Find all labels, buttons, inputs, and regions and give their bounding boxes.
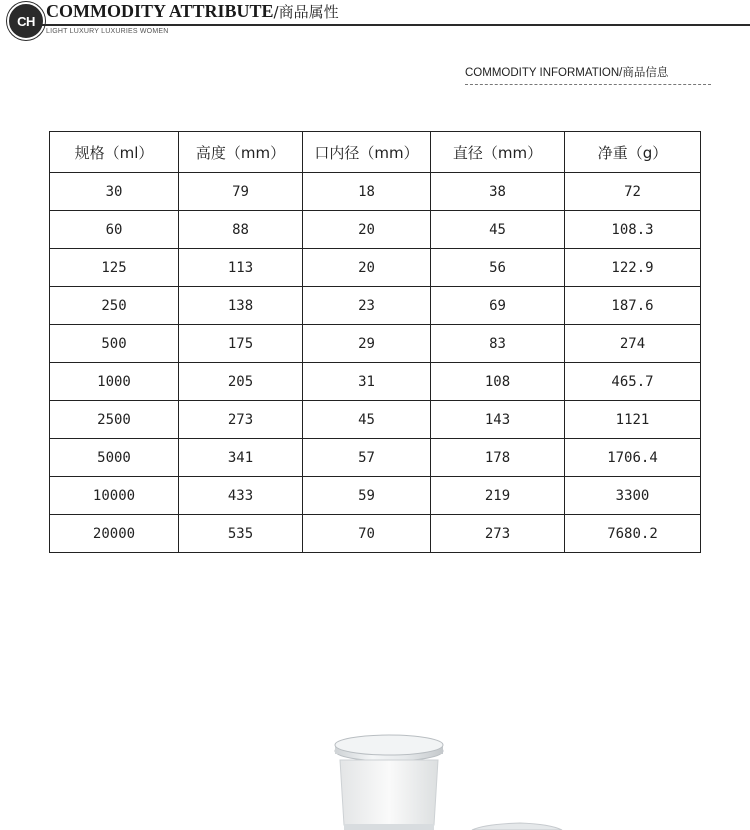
cell-mouth-inner-diameter: 70 [303, 515, 431, 553]
commodity-info-title: COMMODITY INFORMATION/商品信息 [465, 64, 711, 85]
cell-height: 341 [179, 439, 303, 477]
cell-height: 175 [179, 325, 303, 363]
cell-height: 433 [179, 477, 303, 515]
page-header [0, 0, 750, 40]
cell-capacity: 125 [50, 249, 179, 287]
header-subtitle: LIGHT LUXURY LUXURIES WOMEN [46, 28, 169, 35]
brand-logo: CH [7, 2, 45, 40]
cell-diameter: 273 [431, 515, 565, 553]
cell-capacity: 5000 [50, 439, 179, 477]
cell-capacity: 500 [50, 325, 179, 363]
header-title-cn: /商品属性 [273, 3, 339, 21]
cell-mouth-inner-diameter: 59 [303, 477, 431, 515]
cell-capacity: 30 [50, 173, 179, 211]
cell-mouth-inner-diameter: 20 [303, 211, 431, 249]
cell-diameter: 178 [431, 439, 565, 477]
cell-net-weight: 122.9 [565, 249, 701, 287]
cell-mouth-inner-diameter: 29 [303, 325, 431, 363]
cell-net-weight: 274 [565, 325, 701, 363]
cell-mouth-inner-diameter: 45 [303, 401, 431, 439]
table-row [50, 363, 701, 401]
table-row [50, 477, 701, 515]
cell-diameter: 69 [431, 287, 565, 325]
cell-height: 535 [179, 515, 303, 553]
cell-capacity: 1000 [50, 363, 179, 401]
header-mouth-inner-diameter: 口内径（mm） [303, 132, 431, 173]
table-row [50, 249, 701, 287]
header-height: 高度（mm） [179, 132, 303, 173]
cell-net-weight: 1706.4 [565, 439, 701, 477]
cell-height: 138 [179, 287, 303, 325]
table-row [50, 287, 701, 325]
spec-table [49, 131, 701, 553]
cell-net-weight: 1121 [565, 401, 701, 439]
table-row [50, 401, 701, 439]
cell-height: 79 [179, 173, 303, 211]
cell-capacity: 2500 [50, 401, 179, 439]
header-title [46, 1, 339, 22]
cell-net-weight: 187.6 [565, 287, 701, 325]
cell-net-weight: 3300 [565, 477, 701, 515]
cell-height: 113 [179, 249, 303, 287]
cell-capacity: 20000 [50, 515, 179, 553]
header-title-en: COMMODITY ATTRIBUTE [46, 1, 274, 21]
cell-height: 273 [179, 401, 303, 439]
cell-net-weight: 465.7 [565, 363, 701, 401]
table-row [50, 439, 701, 477]
cell-diameter: 83 [431, 325, 565, 363]
cell-mouth-inner-diameter: 23 [303, 287, 431, 325]
table-row [50, 515, 701, 553]
cell-capacity: 250 [50, 287, 179, 325]
cell-diameter: 45 [431, 211, 565, 249]
header-net-weight: 净重（g） [565, 132, 701, 173]
bottle-image [300, 720, 600, 830]
cell-mouth-inner-diameter: 57 [303, 439, 431, 477]
cell-diameter: 38 [431, 173, 565, 211]
cell-capacity: 60 [50, 211, 179, 249]
cell-diameter: 108 [431, 363, 565, 401]
cell-mouth-inner-diameter: 18 [303, 173, 431, 211]
cell-height: 205 [179, 363, 303, 401]
header-capacity: 规格（ml） [50, 132, 179, 173]
cell-diameter: 56 [431, 249, 565, 287]
table-row [50, 211, 701, 249]
table-row [50, 325, 701, 363]
cell-height: 88 [179, 211, 303, 249]
table-row [50, 173, 701, 211]
cell-net-weight: 7680.2 [565, 515, 701, 553]
cell-net-weight: 72 [565, 173, 701, 211]
header-divider [38, 24, 750, 26]
cell-diameter: 143 [431, 401, 565, 439]
table-header-row [50, 132, 701, 173]
cell-net-weight: 108.3 [565, 211, 701, 249]
cell-mouth-inner-diameter: 20 [303, 249, 431, 287]
header-diameter: 直径（mm） [431, 132, 565, 173]
cell-mouth-inner-diameter: 31 [303, 363, 431, 401]
cell-diameter: 219 [431, 477, 565, 515]
cell-capacity: 10000 [50, 477, 179, 515]
